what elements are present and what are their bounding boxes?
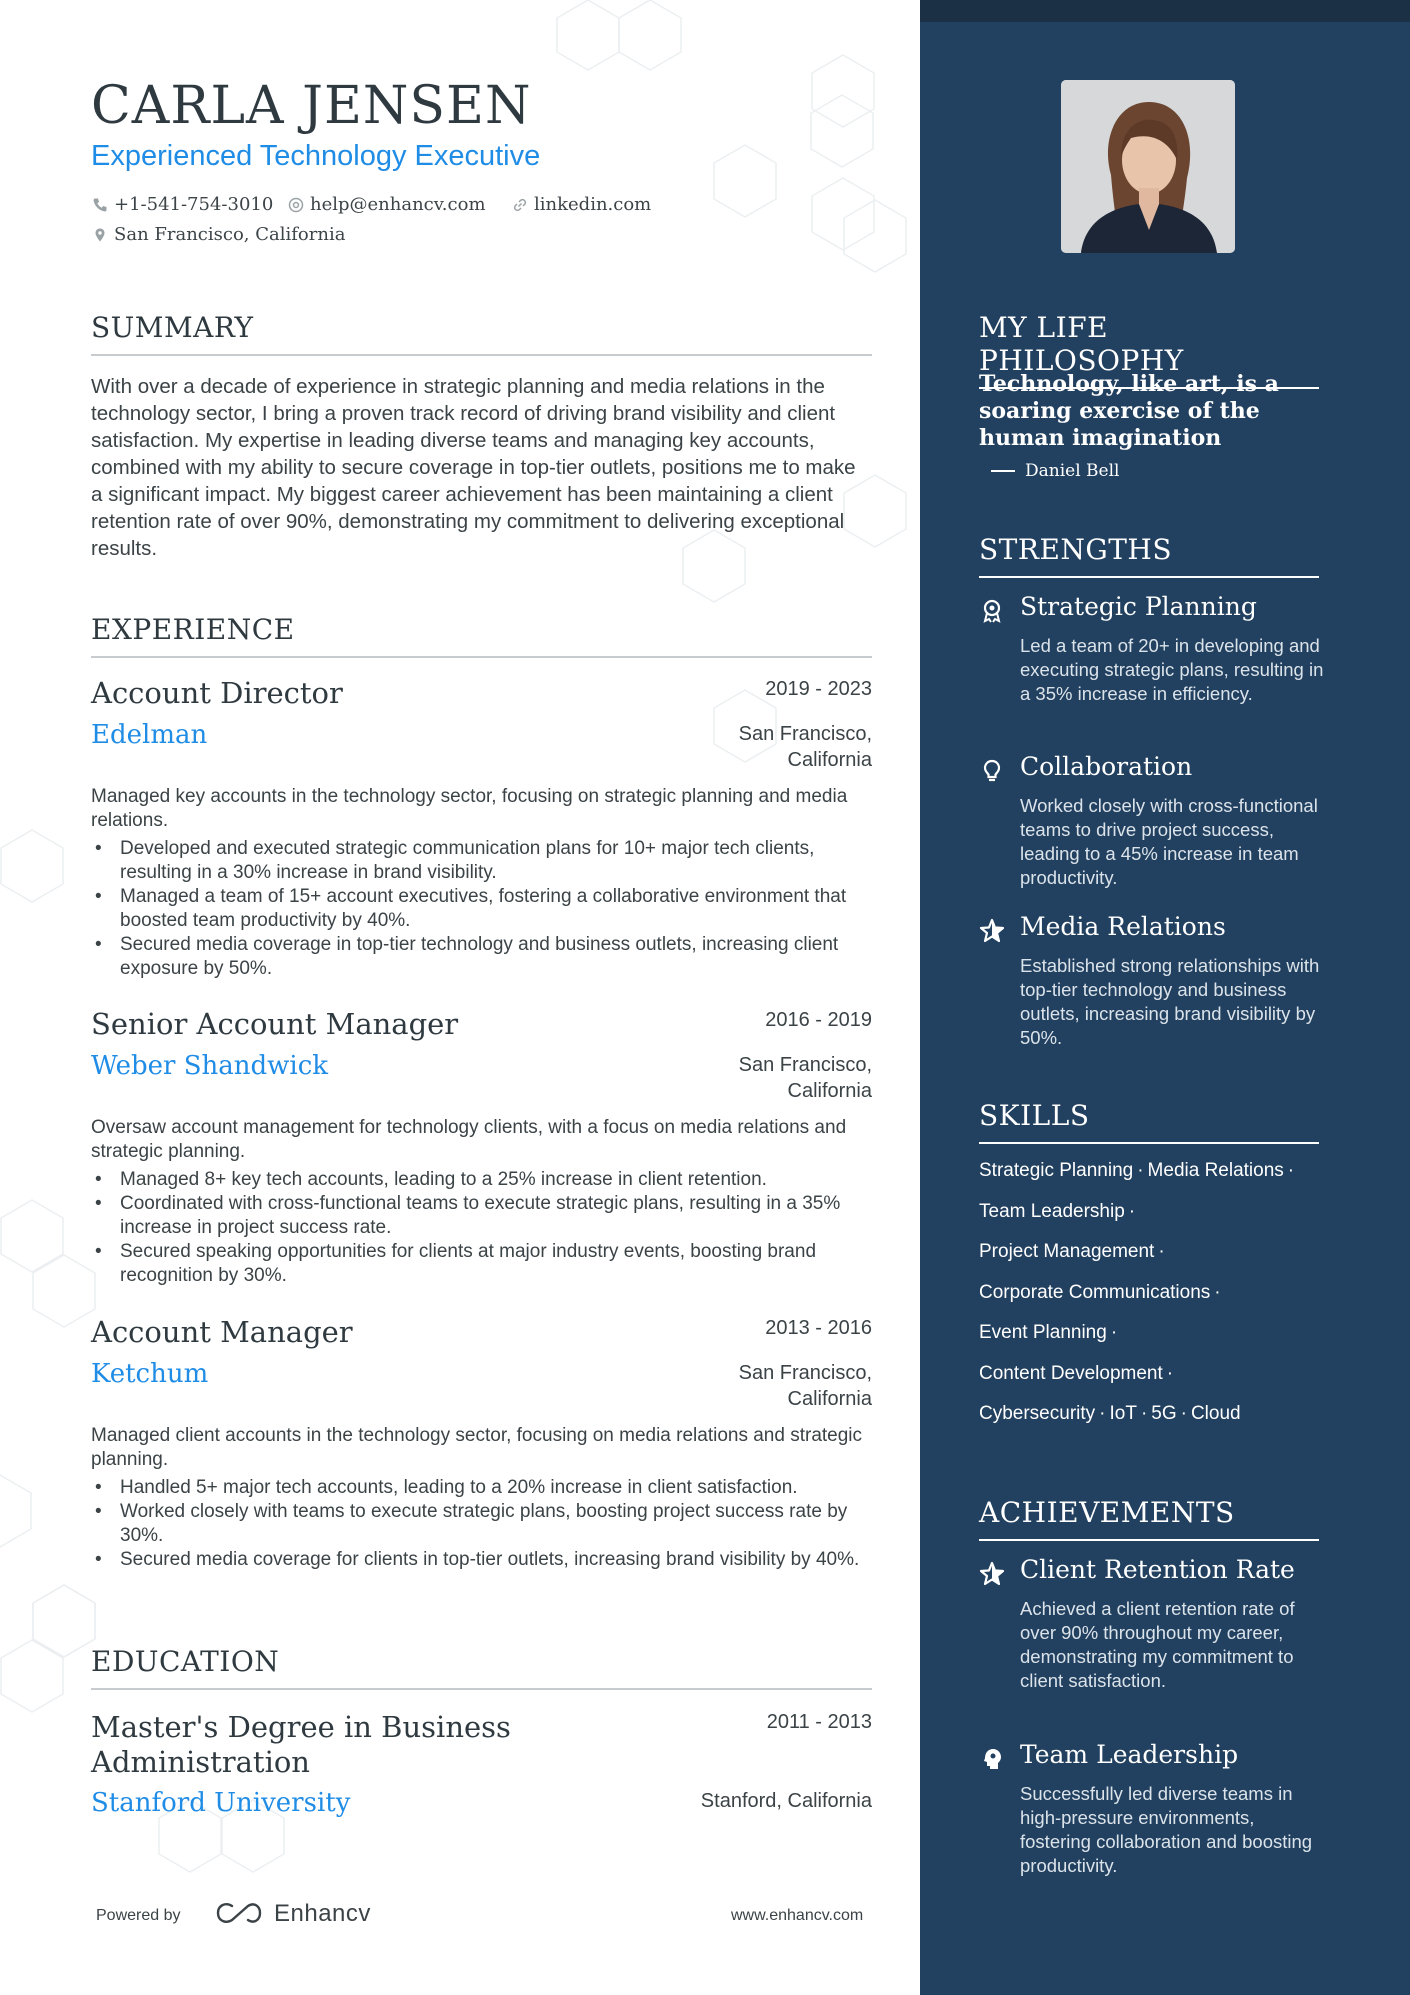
strength-title: Media Relations: [1020, 912, 1226, 941]
job-company: Edelman: [91, 720, 208, 750]
job-title: Account Director: [91, 676, 343, 710]
skill-item: Media Relations: [1147, 1160, 1284, 1181]
star-icon: [979, 1561, 1005, 1587]
job-location: San Francisco, California: [738, 1362, 872, 1410]
linkedin-text[interactable]: linkedin.com: [534, 194, 652, 215]
profile-photo: [1061, 80, 1235, 253]
location-text: San Francisco, California: [114, 224, 346, 245]
job-description: Managed client accounts in the technology sector, focusing on media relations and strategic planning.: [91, 1425, 863, 1470]
philosophy-section-title: MY LIFE PHILOSOPHY: [979, 311, 1319, 389]
job-bullet: • Developed and executed strategic communication plans for 10+ major tech clients, resulting in a 30% increase in brand visibility.: [91, 837, 872, 885]
skill-item: Team Leadership: [979, 1200, 1125, 1222]
strength-description: Worked closely with cross-functional teams to drive project success, leading to a 45% increase in team productivity.: [1020, 795, 1318, 888]
skill-item: Corporate Communications: [979, 1281, 1211, 1303]
contact-location: [92, 224, 345, 245]
skills-row: Strategic Planning · Media Relations ·: [979, 1160, 1295, 1181]
strength-title: Collaboration: [1020, 752, 1193, 781]
philosophy-quote: Technology, like art, is a soaring exercise of the human imagination: [979, 371, 1279, 451]
footer-brand: Enhancv: [274, 1900, 371, 1927]
achievement-title: Team Leadership: [1020, 1740, 1239, 1769]
strength-description: Led a team of 20+ in developing and executing strategic plans, resulting in a 35% increase in efficiency.: [1020, 635, 1324, 704]
job-company: Ketchum: [91, 1359, 209, 1389]
award-icon: [979, 598, 1005, 624]
education-school: Stanford University: [91, 1788, 351, 1818]
head-icon: [979, 1746, 1005, 1772]
skills-section-title: SKILLS: [979, 1099, 1319, 1144]
skills-row: Event Planning ·: [979, 1322, 1118, 1343]
skill-item: Cybersecurity: [979, 1403, 1096, 1424]
sidebar-top-bar: [920, 0, 1410, 22]
summary-section-title: SUMMARY: [91, 311, 872, 356]
job-location: San Francisco, California: [738, 1054, 872, 1102]
job-bullet: • Managed 8+ key tech accounts, leading to a 25% increase in client retention.: [91, 1168, 872, 1192]
star-icon: [979, 918, 1005, 944]
skill-item: Strategic Planning: [979, 1160, 1134, 1181]
education-location: Stanford, California: [700, 1790, 872, 1812]
skill-item: IoT: [1109, 1403, 1137, 1424]
job-bullet-list: [91, 1476, 872, 1572]
profile-photo-illustration: [1061, 80, 1235, 253]
skills-row: Content Development ·: [979, 1362, 1174, 1384]
skills-row: Project Management ·: [979, 1241, 1165, 1262]
summary-text: With over a decade of experience in strategic planning and media relations in the technology sector, I bring a proven track record of driving brand visibility and client satisfaction. My expertise in leading diverse teams and managing key accounts, combined with my ability to secure coverage in top-tier outlets, positions me to make a significant impact. My biggest career achievement has been maintaining a client retention rate of over 90%, demonstrating my commitment to delivering exceptional results.: [91, 375, 856, 560]
quote-dash: [991, 470, 1015, 472]
strength-description: Established strong relationships with top-tier technology and business outlets, increasing brand visibility by 50%.: [1020, 955, 1320, 1048]
skills-row: Corporate Communications ·: [979, 1281, 1221, 1303]
at-icon: [288, 197, 304, 213]
job-title: Senior Account Manager: [91, 1007, 459, 1041]
job-bullet-list: [91, 1168, 872, 1288]
job-bullet: • Secured media coverage in top-tier technology and business outlets, increasing client exposure by 50%.: [91, 933, 872, 981]
job-dates: 2019 - 2023: [765, 678, 872, 700]
job-title: Account Manager: [91, 1315, 353, 1349]
skills-row: Cybersecurity · IoT · 5G · Cloud: [979, 1403, 1241, 1424]
footer-url[interactable]: www.enhancv.com: [731, 1907, 864, 1924]
job-bullet: • Secured media coverage for clients in top-tier outlets, increasing brand visibility by 40%.: [91, 1548, 872, 1572]
skill-item: Event Planning: [979, 1322, 1107, 1343]
link-icon: [512, 197, 528, 213]
achievement-description: Achieved a client retention rate of over 90% throughout my career, demonstrating my commitment to client satisfaction.: [1020, 1598, 1295, 1691]
skill-item: Cloud: [1190, 1403, 1241, 1424]
location-pin-icon: [92, 227, 108, 243]
experience-section-title: EXPERIENCE: [91, 613, 872, 658]
job-bullet: • Worked closely with teams to execute strategic plans, boosting project success rate by 30%.: [91, 1500, 872, 1548]
job-description: Managed key accounts in the technology sector, focusing on strategic planning and media relations.: [91, 786, 848, 831]
strengths-section-title: STRENGTHS: [979, 533, 1319, 578]
phone-text: +1-541-754-3010: [114, 194, 274, 215]
job-bullet: • Managed a team of 15+ account executives, fostering a collaborative environment that boosted team productivity by 40%.: [91, 885, 872, 933]
skill-item: 5G: [1151, 1403, 1177, 1424]
skill-item: Content Development: [979, 1362, 1163, 1384]
achievement-title: Client Retention Rate: [1020, 1555, 1295, 1584]
candidate-headline: Experienced Technology Executive: [91, 140, 541, 172]
education-degree: Master's Degree in Business Administration: [91, 1710, 511, 1779]
strength-title: Strategic Planning: [1020, 592, 1257, 621]
skill-item: Project Management: [979, 1241, 1155, 1262]
footer-powered-by: Powered by: [96, 1907, 181, 1924]
education-section-title: EDUCATION: [91, 1645, 872, 1690]
education-dates: 2011 - 2013: [766, 1711, 872, 1733]
phone-icon: [92, 197, 108, 213]
job-dates: 2016 - 2019: [765, 1009, 872, 1031]
contact-linkedin[interactable]: [512, 194, 651, 215]
achievements-section-title: ACHIEVEMENTS: [979, 1496, 1319, 1541]
achievement-description: Successfully led diverse teams in high-pressure environments, fostering collaboration and boosting productivity.: [1020, 1783, 1313, 1876]
candidate-name: CARLA JENSEN: [91, 76, 532, 136]
email-text[interactable]: help@enhancv.com: [310, 194, 486, 215]
enhancv-logo-icon: [214, 1900, 264, 1926]
job-dates: 2013 - 2016: [765, 1317, 872, 1339]
job-bullet: • Coordinated with cross-functional teams to execute strategic plans, resulting in a 35% increase in project success rate.: [91, 1192, 872, 1240]
contact-email[interactable]: [288, 194, 486, 215]
skills-row: Team Leadership ·: [979, 1200, 1136, 1222]
skills-list: [979, 1160, 1329, 1444]
job-bullet: • Handled 5+ major tech accounts, leading to a 20% increase in client satisfaction.: [91, 1476, 872, 1500]
job-bullet: • Secured speaking opportunities for clients at major industry events, boosting brand recognition by 30%.: [91, 1240, 872, 1288]
job-bullet-list: [91, 837, 872, 981]
lightbulb-icon: [979, 758, 1005, 784]
job-location: San Francisco, California: [738, 723, 872, 771]
job-company: Weber Shandwick: [91, 1051, 329, 1081]
philosophy-author-line: [991, 461, 1119, 481]
philosophy-author: Daniel Bell: [1025, 461, 1120, 481]
contact-phone: [92, 194, 273, 215]
job-description: Oversaw account management for technology clients, with a focus on media relations and strategic planning.: [91, 1117, 847, 1162]
